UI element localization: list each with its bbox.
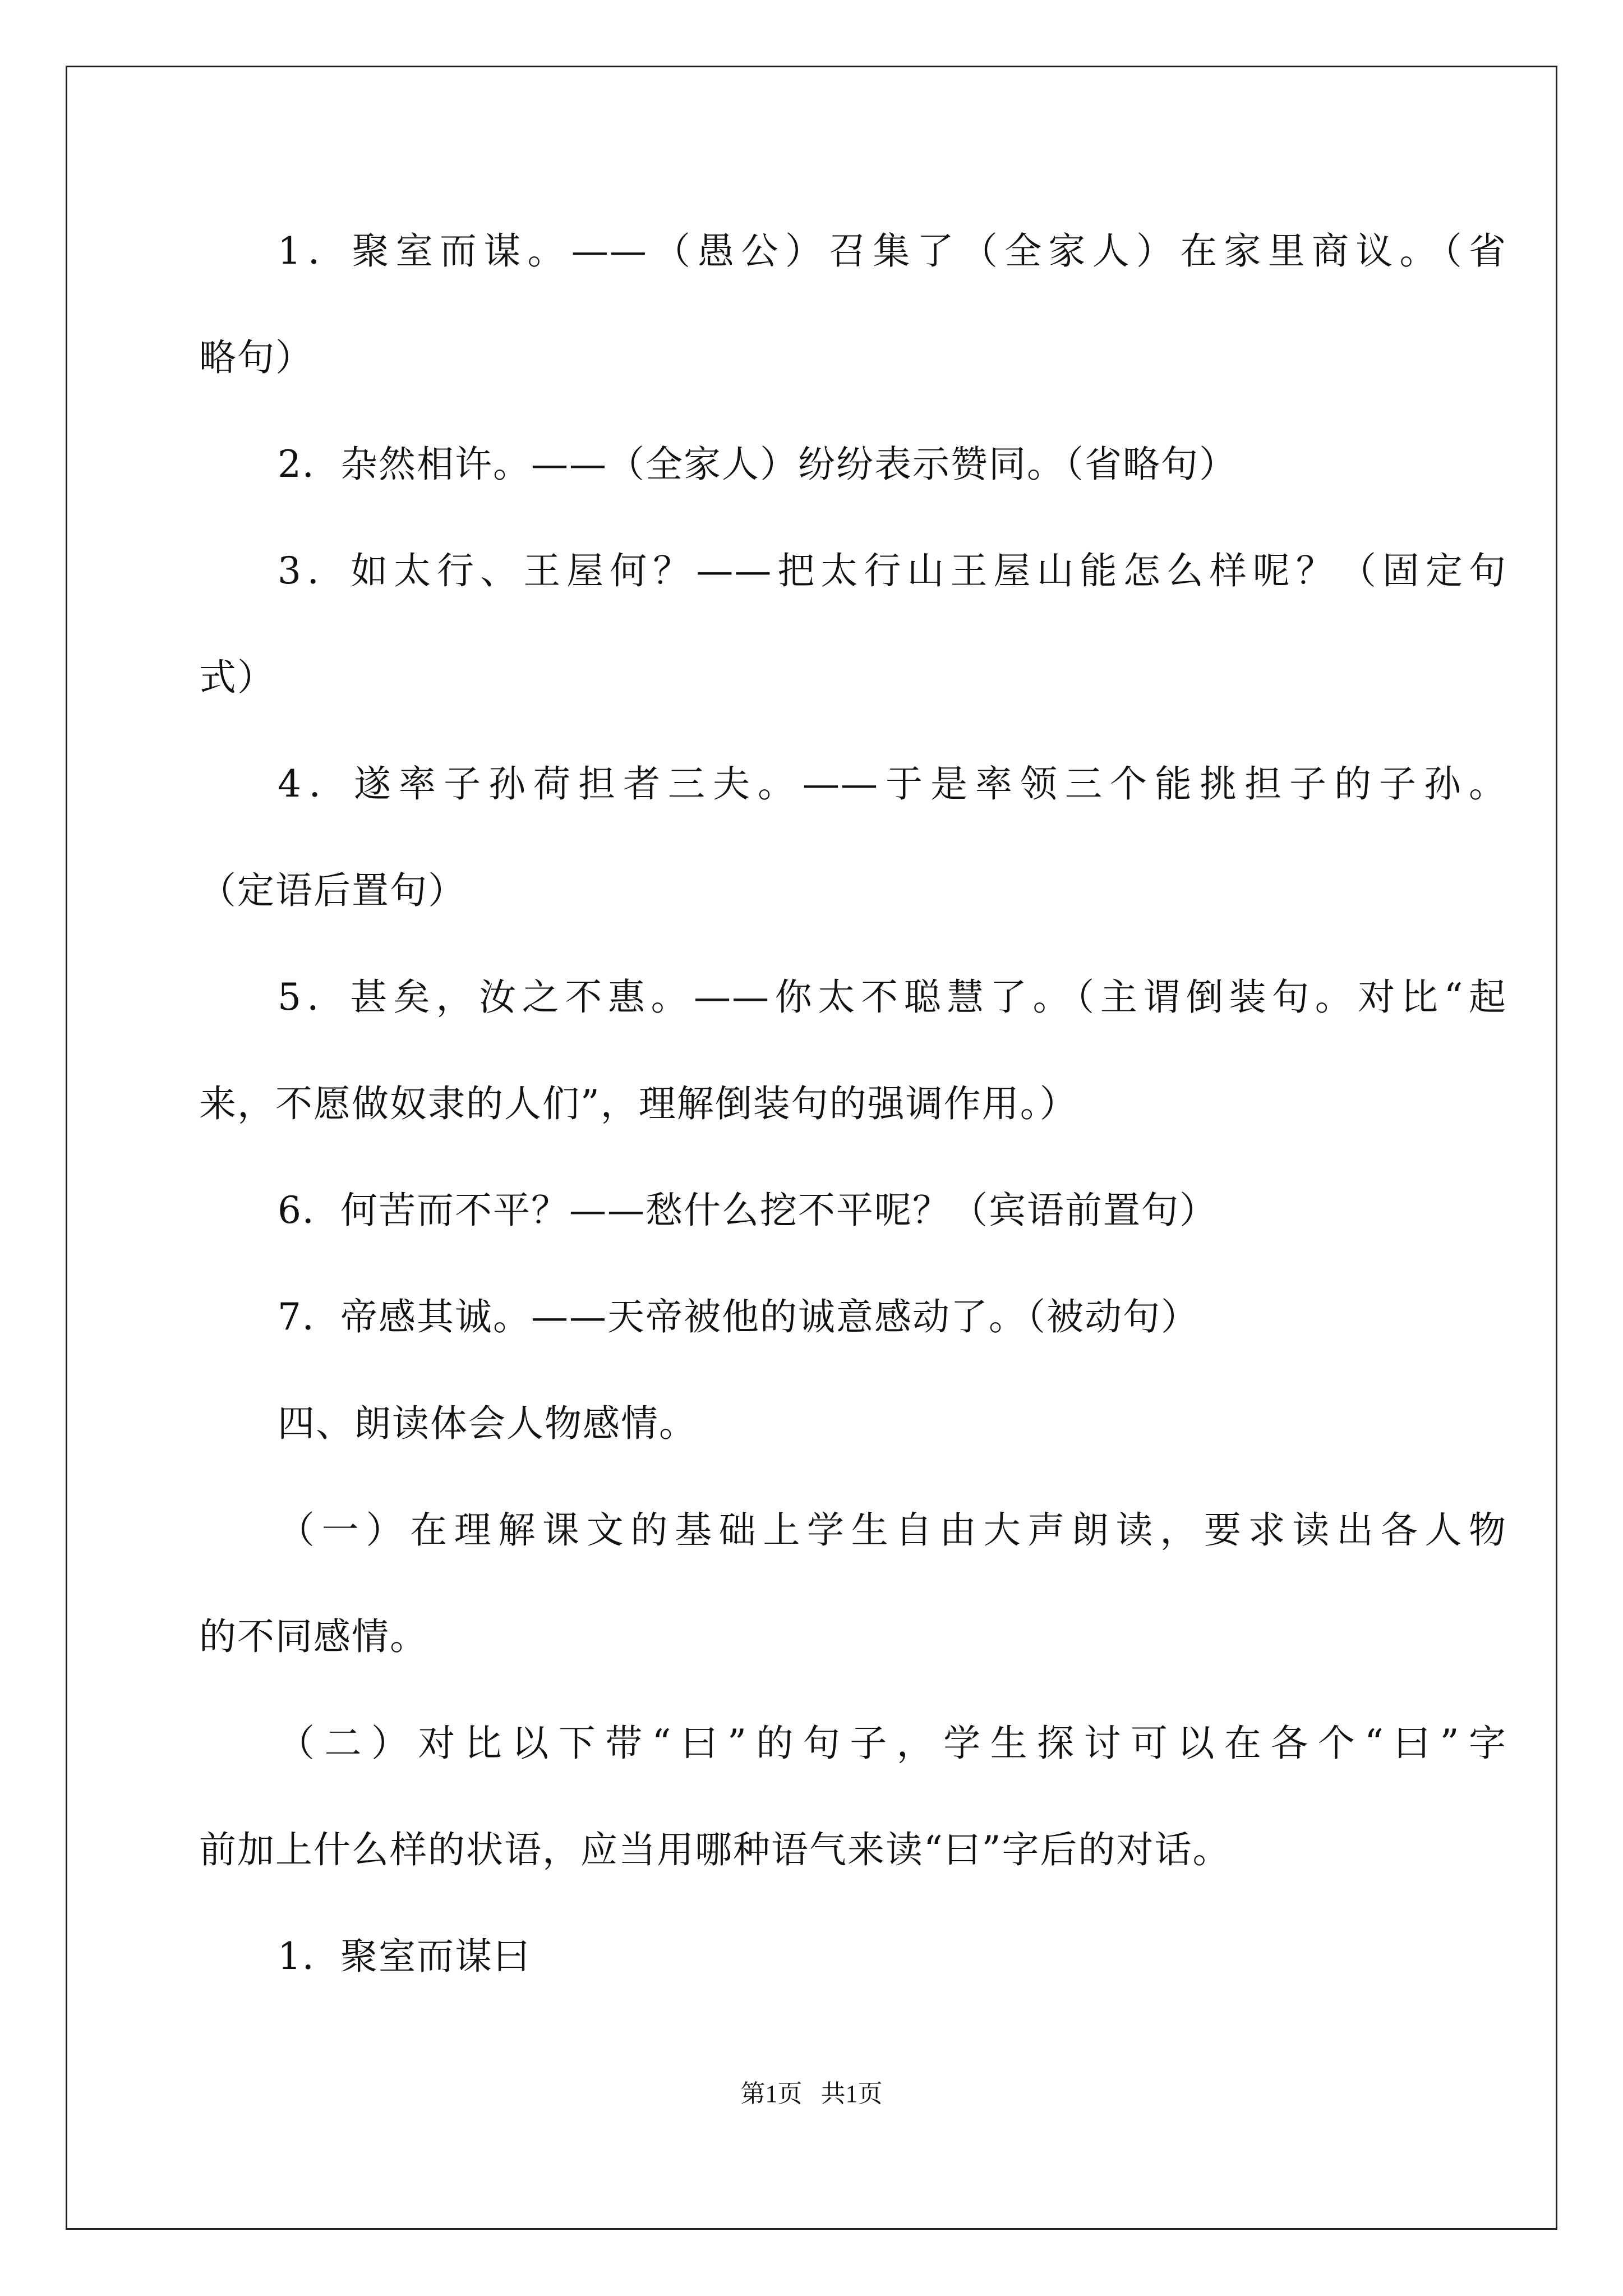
text-line: 2．杂然相许。——（全家人）纷纷表示赞同。（省略句） [278,443,1237,486]
text-line: 7．帝感其诚。——天帝被他的诚意感动了。（被动句） [278,1295,1199,1338]
text-line: 1．聚室而谋曰 [278,1935,531,1978]
text-line: 式） [199,656,275,699]
text-line: （一）在理解课文的基础上学生自由大声朗读，要求读出各人物 [278,1508,1507,1552]
text-line: 略句） [199,336,313,379]
section-heading: 四、朗读体会人物感情。 [278,1402,697,1445]
page-border [66,66,1557,2230]
text-line: 3．如太行、王屋何？——把太行山王屋山能怎么样呢？（固定句 [278,549,1507,592]
text-line: （定语后置句） [199,869,466,912]
text-line: 4．遂率子孙荷担者三夫。——于是率领三个能挑担子的子孙。 [278,762,1507,806]
text-line: 6．何苦而不平？——愁什么挖不平呢？（宾语前置句） [278,1189,1218,1232]
page-number: 第1页 共1页 [740,2080,883,2108]
text-line: 前加上什么样的状语，应当用哪种语气来读“曰”字后的对话。 [199,1828,1231,1871]
text-line: 1．聚室而谋。——（愚公）召集了（全家人）在家里商议。（省 [278,229,1507,273]
text-line: （二）对比以下带“曰”的句子，学生探讨可以在各个“曰”字 [278,1722,1507,1765]
text-line: 5．甚矣，汝之不惠。——你太不聪慧了。（主谓倒装句。对比“起 [278,976,1507,1019]
text-line: 的不同感情。 [199,1615,428,1658]
text-line: 来，不愿做奴隶的人们”，理解倒装句的强调作用。） [199,1082,1078,1125]
